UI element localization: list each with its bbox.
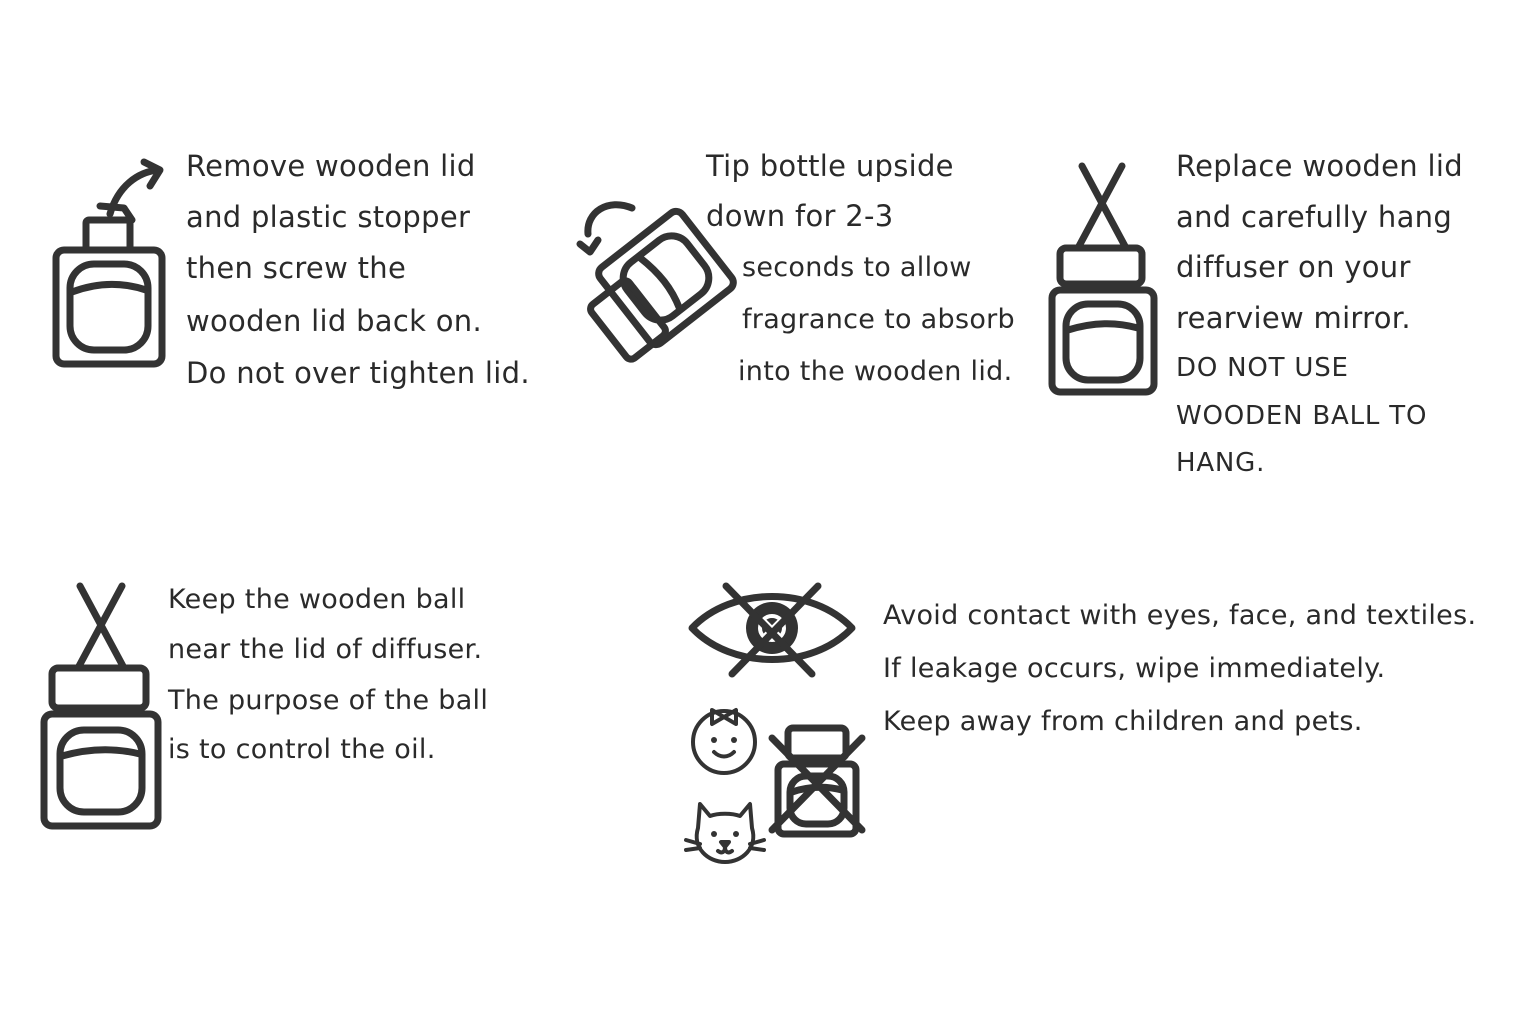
hanging-bottle-icon — [1044, 160, 1164, 400]
step-3-line-4: rearview mirror. — [1176, 301, 1411, 335]
step-3-line-1: Replace wooden lid — [1176, 149, 1463, 183]
baby-face-icon — [684, 700, 764, 778]
step-3-line-5: DO NOT USE — [1176, 353, 1349, 383]
step-3-line-7: HANG. — [1176, 448, 1266, 478]
hanging-bottle-ball-icon — [38, 580, 168, 832]
crossed-eye-icon — [686, 580, 858, 680]
step-4-line-2: near the lid of diffuser. — [168, 634, 483, 665]
cat-face-icon — [684, 796, 766, 866]
step-4-line-1: Keep the wooden ball — [168, 584, 466, 615]
step-1-line-4: wooden lid back on. — [186, 304, 482, 338]
step-3-line-2: and carefully hang — [1176, 200, 1453, 234]
step-2-line-2: down for 2-3 — [706, 199, 894, 233]
step-3-line-3: diffuser on your — [1176, 250, 1411, 284]
step-2-line-3: seconds to allow — [742, 252, 972, 283]
step-5-line-2: If leakage occurs, wipe immediately. — [883, 653, 1386, 684]
step-2-line-4: fragrance to absorb — [742, 304, 1015, 335]
step-1-line-2: and plastic stopper — [186, 200, 471, 234]
step-1-line-3: then screw the — [186, 251, 407, 285]
bottle-remove-lid-icon — [48, 156, 178, 371]
step-2-line-1: Tip bottle upside — [706, 149, 954, 183]
step-1-line-5: Do not over tighten lid. — [186, 356, 530, 390]
step-1-line-1: Remove wooden lid — [186, 149, 476, 183]
step-3-line-6: WOODEN BALL TO — [1176, 401, 1428, 431]
crossed-bottle-icon — [766, 720, 870, 840]
step-5-line-1: Avoid contact with eyes, face, and textiles. — [883, 600, 1477, 631]
step-5-line-3: Keep away from children and pets. — [883, 706, 1363, 737]
step-4-line-3: The purpose of the ball — [168, 685, 489, 716]
step-4-line-4: is to control the oil. — [168, 734, 436, 765]
step-2-line-5: into the wooden lid. — [738, 356, 1013, 387]
